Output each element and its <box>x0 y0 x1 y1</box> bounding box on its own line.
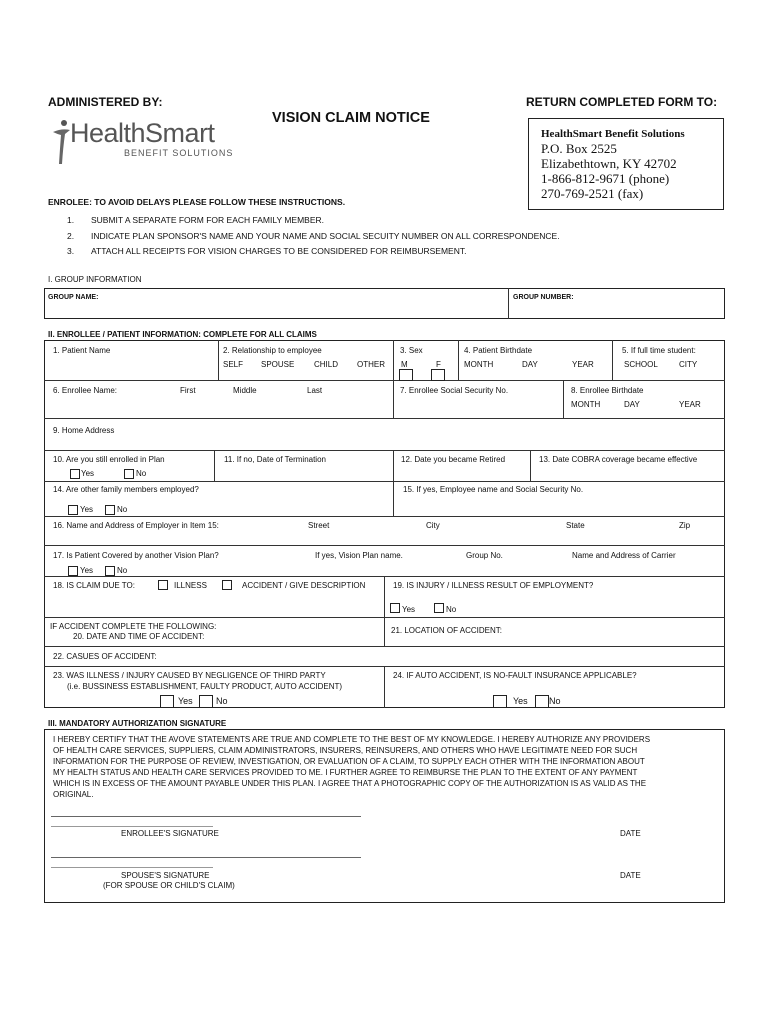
birth-month-label: MONTH <box>464 360 494 369</box>
enrollee-birthdate-label: 8. Enrollee Birthdate <box>571 386 644 395</box>
instruction-text-2: INDICATE PLAN SPONSOR'S NAME AND YOUR NAME AND SOCIAL SECUITY NUMBER ON ALL CORRESPONDENCE. <box>91 231 560 241</box>
rel-spouse-option[interactable]: SPOUSE <box>261 360 295 369</box>
no-fault-no-checkbox[interactable] <box>535 695 549 708</box>
logo-tagline: BENEFIT SOLUTIONS <box>124 148 234 158</box>
accident-location-label: 21. LOCATION OF ACCIDENT: <box>391 626 502 635</box>
enrollee-birth-month-label: MONTH <box>571 400 601 409</box>
student-city-label: CITY <box>679 360 698 369</box>
authorization-section-title: III. MANDATORY AUTHORIZATION SIGNATURE <box>48 719 227 728</box>
sex-m-checkbox[interactable] <box>399 369 413 381</box>
still-enrolled-label: 10. Are you still enrolled in Plan <box>53 455 165 464</box>
accident-checkbox[interactable] <box>222 580 232 590</box>
logo-name: HealthSmart <box>70 118 215 148</box>
vision-group-no-label: Group No. <box>466 551 503 560</box>
enrollee-signature-line[interactable] <box>51 816 361 817</box>
patient-name-label: 1. Patient Name <box>53 346 111 355</box>
enrollee-date-label: DATE <box>620 829 641 838</box>
ssn-label: 7. Enrollee Social Security No. <box>400 386 509 395</box>
negligence-no-checkbox[interactable] <box>199 695 213 708</box>
student-label: 5. If full time student: <box>622 346 696 355</box>
sex-f-label: F <box>436 360 441 369</box>
group-number-field[interactable] <box>510 303 722 317</box>
negligence-label: 23. WAS ILLNESS / INJURY CAUSED BY NEGLIGENCE OF THIRD PARTY <box>53 671 326 680</box>
employment-yes-label: Yes <box>402 605 416 614</box>
enrollee-signature-label: ENROLLEE'S SIGNATURE <box>121 829 219 838</box>
enrolled-no-checkbox[interactable] <box>124 469 134 479</box>
birth-day-label: DAY <box>522 360 538 369</box>
instruction-num-1: 1. <box>67 215 75 225</box>
school-label: SCHOOL <box>624 360 658 369</box>
authorization-line-4: MY HEALTH STATUS AND HEALTH CARE SERVICES PROVIDED TO ME. I FURTHER AGREE TO REIMBURSE THE PLAN TO THE EXTENT OF ANY PAYMENT <box>53 768 638 777</box>
instructions-heading: ENROLEE: TO AVOID DELAYS PLEASE FOLLOW THESE INSTRUCTIONS. <box>48 197 346 207</box>
termination-date-label: 11. If no, Date of Termination <box>224 455 326 464</box>
authorization-line-1: I HEREBY CERTIFY THAT THE AVOVE STATEMENTS ARE TRUE AND COMPLETE TO THE BEST OF MY KNOWLEDGE. I HEREBY AUTHORIZE ANY PROVIDERS <box>53 735 651 744</box>
vision-plan-name-label: If yes, Vision Plan name. <box>315 551 403 560</box>
rel-other-option[interactable]: OTHER <box>357 360 385 369</box>
birthdate-label: 4. Patient Birthdate <box>464 346 533 355</box>
accident-instructions-label: IF ACCIDENT COMPLETE THE FOLLOWING: <box>50 622 217 631</box>
enrollee-name-label: 6. Enrollee Name: <box>53 386 118 395</box>
no-fault-no-label: No <box>549 696 561 706</box>
form-title: VISION CLAIM NOTICE <box>272 110 430 126</box>
family-employed-yes-checkbox[interactable] <box>68 505 78 515</box>
instruction-num-3: 3. <box>67 246 75 256</box>
sex-m-label: M <box>401 360 408 369</box>
group-section-title: I. GROUP INFORMATION <box>48 275 142 284</box>
authorization-line-5: WHICH IS IN EXCESS OF THE AMOUNT PAYABLE UNDER THIS PLAN. I AGREE THAT A PHOTOGRAPHIC COPY OF THE AUTHORIZATION IS AS VALID AS THE <box>53 779 647 788</box>
sex-f-checkbox[interactable] <box>431 369 445 381</box>
authorization-line-3: INFORMATION FOR THE PURPOSE OF REVIEW, INVESTIGATION, OR EVALUATION OF A CLAIM, TO SUPPLY EACH OTHER WITH THE INFORMATION ABOUT <box>53 757 645 766</box>
employer-city-label: City <box>426 521 440 530</box>
authorization-text <box>53 734 721 801</box>
other-plan-yes-label: Yes <box>80 566 94 575</box>
negligence-yes-checkbox[interactable] <box>160 695 174 708</box>
home-address-label: 9. Home Address <box>53 426 115 435</box>
enrollee-section-title: II. ENROLLEE / PATIENT INFORMATION: COMPLETE FOR ALL CLAIMS <box>48 330 317 339</box>
retired-date-label: 12. Date you became Retired <box>401 455 506 464</box>
instruction-text-3: ATTACH ALL RECEIPTS FOR VISION CHARGES TO BE CONSIDERED FOR REIMBURSEMENT. <box>91 246 467 256</box>
accident-cause-label: 22. CASUES OF ACCIDENT: <box>53 652 157 661</box>
birth-year-label: YEAR <box>572 360 594 369</box>
address-company: HealthSmart Benefit Solutions <box>541 128 685 140</box>
employment-no-label: No <box>446 605 457 614</box>
state-label: State <box>566 521 585 530</box>
other-plan-yes-checkbox[interactable] <box>68 566 78 576</box>
enrolled-yes-label: Yes <box>81 469 95 478</box>
accident-label: ACCIDENT / GIVE DESCRIPTION <box>242 581 366 590</box>
illness-checkbox[interactable] <box>158 580 168 590</box>
employment-injury-label: 19. IS INJURY / ILLNESS RESULT OF EMPLOYMENT? <box>393 581 594 590</box>
family-employed-yes-label: Yes <box>80 505 94 514</box>
enrollee-birth-day-label: DAY <box>624 400 640 409</box>
street-label: Street <box>308 521 330 530</box>
return-address-box <box>528 118 724 210</box>
no-fault-yes-label: Yes <box>513 696 528 706</box>
enrolled-yes-checkbox[interactable] <box>70 469 80 479</box>
illness-label: ILLNESS <box>174 581 207 590</box>
logo-figure-icon <box>50 118 72 166</box>
other-vision-plan-label: 17. Is Patient Covered by another Vision Plan? <box>53 551 219 560</box>
cobra-date-label: 13. Date COBRA coverage became effective <box>539 455 698 464</box>
rel-self-option[interactable]: SELF <box>223 360 244 369</box>
address-line1: P.O. Box 2525 <box>541 141 617 156</box>
employer-address-label: 16. Name and Address of Employer in Item 15: <box>53 521 219 530</box>
address-line2: Elizabethtown, KY 42702 <box>541 156 677 171</box>
address-fax: 270-769-2521 (fax) <box>541 186 644 201</box>
employment-yes-checkbox[interactable] <box>390 603 400 613</box>
last-name-label: Last <box>307 386 323 395</box>
spouse-signature-label: SPOUSE'S SIGNATURE <box>121 871 210 880</box>
claim-due-label: 18. IS CLAIM DUE TO: <box>53 581 135 590</box>
rel-child-option[interactable]: CHILD <box>314 360 339 369</box>
negligence-yes-label: Yes <box>178 696 193 706</box>
enrollee-birth-year-label: YEAR <box>679 400 701 409</box>
other-plan-no-checkbox[interactable] <box>105 566 115 576</box>
administered-by-label: ADMINISTERED BY: <box>48 95 163 109</box>
family-employed-no-checkbox[interactable] <box>105 505 115 515</box>
spouse-date-label: DATE <box>620 871 641 880</box>
family-employed-label: 14. Are other family members employed? <box>53 485 199 494</box>
employment-no-checkbox[interactable] <box>434 603 444 613</box>
enrolled-no-label: No <box>136 469 147 478</box>
address-phone: 1-866-812-9671 (phone) <box>541 171 670 186</box>
no-fault-yes-checkbox[interactable] <box>493 695 507 708</box>
instruction-text-1: SUBMIT A SEPARATE FORM FOR EACH FAMILY MEMBER. <box>91 215 325 225</box>
sex-label: 3. Sex <box>400 346 423 355</box>
negligence-examples-label: (i.e. BUSSINESS ESTABLISHMENT, FAULTY PRODUCT, AUTO ACCIDENT) <box>67 682 343 691</box>
healthsmart-logo <box>46 118 236 168</box>
zip-label: Zip <box>679 521 691 530</box>
other-plan-no-label: No <box>117 566 128 575</box>
instruction-num-2: 2. <box>67 231 75 241</box>
group-name-field[interactable] <box>46 303 504 317</box>
no-fault-label: 24. IF AUTO ACCIDENT, IS NO-FAULT INSURANCE APPLICABLE? <box>393 671 637 680</box>
first-name-label: First <box>180 386 196 395</box>
authorization-line-6: ORIGINAL. <box>53 790 94 799</box>
negligence-no-label: No <box>216 696 228 706</box>
carrier-label: Name and Address of Carrier <box>572 551 676 560</box>
employee-name-ssn-label: 15. If yes, Employee name and Social Security No. <box>403 485 584 494</box>
group-name-label: GROUP NAME: <box>48 294 99 301</box>
return-to-label: RETURN COMPLETED FORM TO: <box>526 95 718 109</box>
relationship-label: 2. Relationship to employee <box>223 346 322 355</box>
authorization-line-2: OF HEALTH CARE SERVICES, SUPPLIERS, CLAIM ADMINISTRATORS, INSURERS, REINSURERS, AND OTHERS WHO HAVE LEGITIMATE NEED FOR SUCH <box>53 746 638 755</box>
family-employed-no-label: No <box>117 505 128 514</box>
spouse-signature-sublabel: (FOR SPOUSE OR CHILD'S CLAIM) <box>103 881 235 890</box>
middle-name-label: Middle <box>233 386 257 395</box>
spouse-signature-line[interactable] <box>51 857 361 858</box>
accident-date-time-label: 20. DATE AND TIME OF ACCIDENT: <box>73 632 205 641</box>
group-number-label: GROUP NUMBER: <box>513 294 574 301</box>
